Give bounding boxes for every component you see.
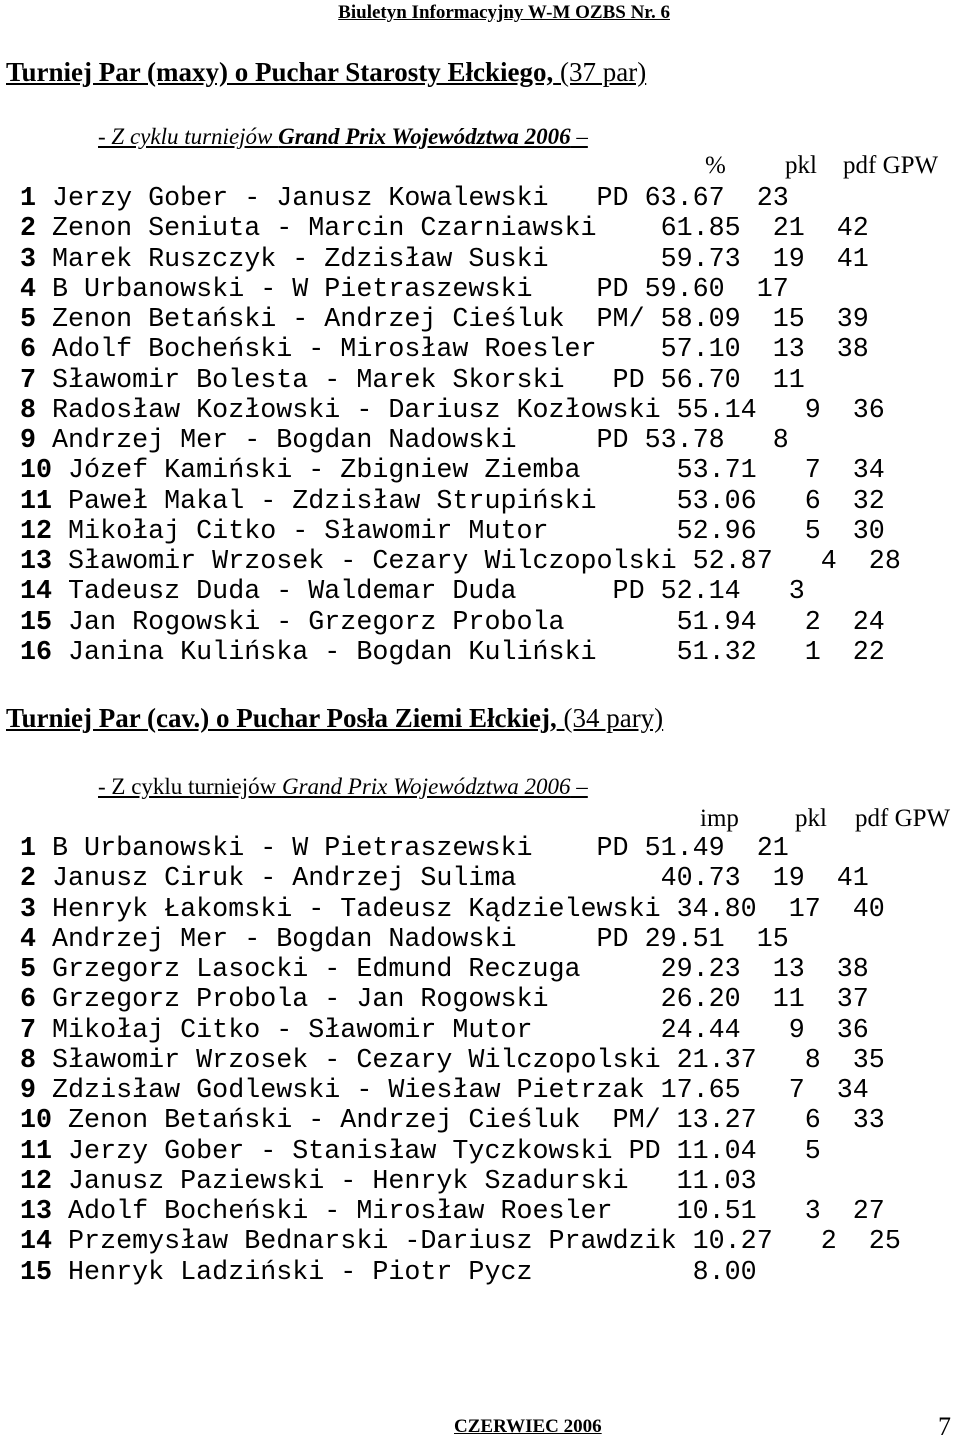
row-rank: 10 — [20, 456, 53, 487]
table-row — [20, 426, 789, 456]
row-text: Grzegorz Probola - Jan Rogowski 26.20 11 37 — [52, 985, 869, 1016]
row-text: Adolf Bocheński - Mirosław Roesler 57.10 13 38 — [52, 335, 869, 366]
row-rank: 3 — [20, 244, 37, 275]
table-row — [20, 834, 789, 864]
row-text: Andrzej Mer - Bogdan Nadowski PD 29.51 15 — [52, 924, 789, 955]
table-row — [20, 1167, 757, 1197]
section-2-col-pdf: pdf GPW — [855, 805, 951, 832]
section-1-title-rest: (37 par) — [553, 57, 647, 87]
section-2-title-bold: Turniej Par (cav.) o Puchar Posła Ziemi Ełckiej, — [6, 703, 557, 733]
table-row — [20, 184, 789, 214]
row-text: Mikołaj Citko - Sławomir Mutor 52.96 5 30 — [68, 516, 885, 547]
row-text: Radosław Kozłowski - Dariusz Kozłowski 55.14 9 36 — [52, 395, 885, 426]
row-rank: 5 — [20, 305, 37, 335]
row-rank: 11 — [20, 486, 53, 517]
row-text: Janina Kulińska - Bogdan Kuliński 51.32 1 22 — [68, 637, 885, 668]
row-rank: 6 — [20, 985, 37, 1016]
row-text: Henryk Łakomski - Tadeusz Kądzielewski 34.80 17 40 — [52, 894, 885, 925]
section-2-col-pkl: pkl — [795, 805, 827, 832]
table-row — [20, 517, 885, 547]
table-row — [20, 1258, 757, 1288]
row-rank: 6 — [20, 335, 37, 366]
section-1-title — [6, 57, 646, 88]
section-1-col-pdf: pdf GPW — [843, 152, 939, 179]
row-rank: 13 — [20, 1197, 53, 1227]
table-row — [20, 214, 869, 244]
row-rank: 13 — [20, 547, 53, 577]
section-1-col-score: % — [705, 152, 726, 179]
section-1-title-bold: Turniej Par (maxy) o Puchar Starosty Ełckiego, — [6, 57, 554, 87]
row-rank: 9 — [20, 426, 37, 456]
row-text: Mikołaj Citko - Sławomir Mutor 24.44 9 36 — [52, 1015, 869, 1046]
row-rank: 4 — [20, 924, 37, 955]
table-row — [20, 487, 885, 517]
section-1-subtitle-em: Grand Prix Województwa 2006 — [278, 124, 571, 149]
table-row — [20, 864, 869, 894]
section-1-subtitle-prefix: - Z cyklu turniejów — [98, 124, 279, 149]
table-row — [20, 1197, 885, 1227]
table-row — [20, 577, 805, 607]
section-2-col-score: imp — [700, 805, 739, 832]
section-2-subtitle-prefix: - Z cyklu turniejów — [98, 774, 282, 799]
table-row — [20, 335, 869, 365]
table-row — [20, 1076, 869, 1106]
table-row — [20, 1137, 821, 1167]
table-row — [20, 275, 789, 305]
row-rank: 3 — [20, 894, 37, 925]
bulletin-header: Biuletyn Informacyjny W-M OZBS Nr. 6 — [338, 2, 670, 23]
page-number: 7 — [938, 1412, 951, 1441]
row-text: Paweł Makal - Zdzisław Strupiński 53.06 6 32 — [68, 486, 885, 517]
row-rank: 16 — [20, 637, 53, 668]
row-text: Jerzy Gober - Janusz Kowalewski PD 63.67 23 — [52, 184, 789, 214]
row-rank: 7 — [20, 365, 37, 396]
section-2-subtitle-em: Grand Prix Województwa 2006 — [281, 774, 571, 799]
row-text: Marek Ruszczyk - Zdzisław Suski 59.73 19 41 — [52, 244, 869, 275]
table-row — [20, 638, 885, 668]
section-2-title — [6, 703, 663, 734]
row-rank: 10 — [20, 1106, 53, 1137]
row-rank: 4 — [20, 274, 37, 305]
row-text: Sławomir Wrzosek - Cezary Wilczopolski 21.37 8 35 — [52, 1045, 885, 1076]
row-text: Zenon Betański - Andrzej Cieśluk PM/ 58.09 15 39 — [52, 305, 869, 335]
row-rank: 1 — [20, 834, 37, 864]
table-row — [20, 547, 901, 577]
row-text: Przemysław Bednarski -Dariusz Prawdzik 10.27 2 25 — [68, 1227, 901, 1258]
row-text: B Urbanowski - W Pietraszewski PD 51.49 21 — [52, 834, 789, 864]
row-rank: 15 — [20, 1257, 53, 1288]
table-row — [20, 895, 885, 925]
section-1-subtitle-suffix: – — [570, 124, 588, 149]
table-row — [20, 925, 789, 955]
table-row — [20, 366, 805, 396]
table-row — [20, 1016, 869, 1046]
row-text: Adolf Bocheński - Mirosław Roesler 10.51 3 27 — [68, 1197, 885, 1227]
table-row — [20, 456, 885, 486]
row-rank: 11 — [20, 1136, 53, 1167]
row-text: Henryk Ladziński - Piotr Pycz 8.00 — [68, 1257, 757, 1288]
table-row — [20, 1106, 885, 1136]
table-row — [20, 1046, 885, 1076]
table-row — [20, 955, 869, 985]
row-text: Zdzisław Godlewski - Wiesław Pietrzak 17.65 7 34 — [52, 1076, 869, 1106]
section-1-col-pkl: pkl — [785, 152, 817, 179]
row-rank: 9 — [20, 1076, 37, 1106]
row-text: Zenon Betański - Andrzej Cieśluk PM/ 13.27 6 33 — [68, 1106, 885, 1137]
footer-date: CZERWIEC 2006 — [454, 1416, 602, 1437]
section-2-subtitle — [98, 774, 588, 800]
row-text: Jerzy Gober - Stanisław Tyczkowski PD 11.04 5 — [68, 1136, 821, 1167]
row-text: Józef Kamiński - Zbigniew Ziemba 53.71 7 34 — [68, 456, 885, 487]
row-rank: 8 — [20, 1045, 37, 1076]
row-rank: 8 — [20, 395, 37, 426]
section-2-title-rest: (34 pary) — [556, 703, 664, 733]
row-text: Sławomir Wrzosek - Cezary Wilczopolski 52.87 4 28 — [68, 547, 901, 577]
row-text: Grzegorz Lasocki - Edmund Reczuga 29.23 13 38 — [52, 955, 869, 985]
table-row — [20, 1227, 901, 1257]
row-rank: 14 — [20, 577, 53, 608]
row-rank: 7 — [20, 1015, 37, 1046]
table-row — [20, 608, 885, 638]
row-rank: 15 — [20, 607, 53, 638]
row-text: Andrzej Mer - Bogdan Nadowski PD 53.78 8 — [52, 426, 789, 456]
row-text: Tadeusz Duda - Waldemar Duda PD 52.14 3 — [68, 577, 805, 608]
row-rank: 14 — [20, 1227, 53, 1258]
table-row — [20, 985, 869, 1015]
row-rank: 12 — [20, 516, 53, 547]
row-rank: 1 — [20, 184, 37, 214]
row-rank: 12 — [20, 1166, 53, 1197]
row-rank: 2 — [20, 864, 37, 895]
table-row — [20, 245, 869, 275]
row-rank: 2 — [20, 214, 37, 245]
table-row — [20, 396, 885, 426]
table-row — [20, 305, 869, 335]
row-text: Janusz Ciruk - Andrzej Sulima 40.73 19 41 — [52, 864, 869, 895]
row-text: B Urbanowski - W Pietraszewski PD 59.60 17 — [52, 274, 789, 305]
row-text: Sławomir Bolesta - Marek Skorski PD 56.70 11 — [52, 365, 805, 396]
section-2-subtitle-suffix: – — [570, 774, 588, 799]
row-text: Jan Rogowski - Grzegorz Probola 51.94 2 24 — [68, 607, 885, 638]
row-text: Zenon Seniuta - Marcin Czarniawski 61.85 21 42 — [52, 214, 869, 245]
row-rank: 5 — [20, 955, 37, 985]
row-text: Janusz Paziewski - Henryk Szadurski 11.03 — [68, 1166, 757, 1197]
section-1-subtitle — [98, 124, 588, 150]
